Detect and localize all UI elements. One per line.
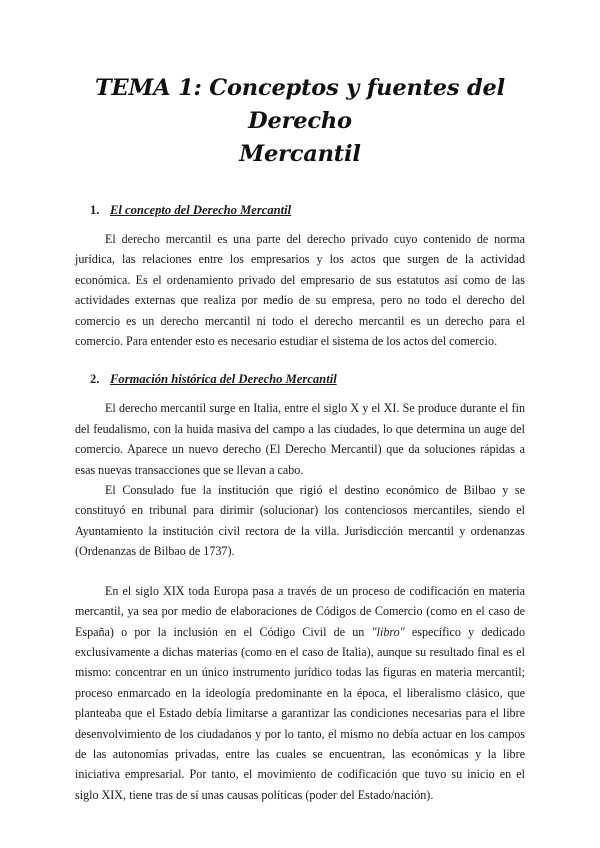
- section-formacion: [75, 370, 525, 805]
- section-number: 1.: [90, 203, 100, 217]
- paragraph-text: En el siglo XIX toda Europa pasa a través de un proceso de codificación en materia mercantil, ya sea por medio de elaboraciones de Códigos de Comercio (como en el caso de España) o por la inclusión en el Código Civil de un: [75, 583, 525, 639]
- section-heading-text: El concepto del Derecho Mercantil: [110, 203, 292, 217]
- section-heading: [90, 370, 525, 388]
- title-line-2: Mercantil: [239, 141, 361, 167]
- section-heading-text: Formación histórica del Derecho Mercantil: [110, 372, 337, 387]
- title-line-1: TEMA 1: Conceptos y fuentes del Derecho: [94, 75, 506, 134]
- paragraph: El derecho mercantil es una parte del derecho privado cuyo contenido de norma jurídica, las relaciones entre los empresarios y los actos que surgen de la actividad económica. Es el ordenamiento privado del empresario de sus estatutos así como de las actividades externas que realiza por medio de su empresa, pero no todo el derecho del comercio es un derecho mercantil ni todo el derecho mercantil es un derecho para el comercio. Para entender esto es necesario estudiar el sistema de los actos del comercio.: [75, 232, 525, 349]
- paragraph-text: específico y dedicado exclusivamente a dichas materias (como en el caso de Italia), aunque su resultado final es el mismo: concentrar en un único instrumento jurídico todas las figuras en materia mercantil; proceso enmarcado en la ideología predominante en la época, el liberalismo clásico, que planteaba que el Estado debía limitarse a garantizar las condiciones necesarias para el libre desenvolvimiento de los ciudadanos y por lo tanto, el mismo no debía actuar en los campos de las autonomías privadas, entre las cuales se encuentran, las económicas y la libre iniciativa empresarial. Por tanto, el movimiento de codificación que tuvo su inicio en el siglo XIX, tiene tras de sí unas causas políticas (poder del Estado/nación).: [75, 624, 525, 802]
- section-concepto: [75, 201, 525, 351]
- section-heading: [90, 201, 525, 219]
- page-title: [75, 72, 525, 171]
- section-number: 2.: [90, 372, 100, 387]
- quoted-libro: "libro": [371, 624, 405, 639]
- paragraph: El Consulado fue la institución que rigió el destino económico de Bilbao y se constituyó en tribunal para dirimir (solucionar) los contenciosos mercantiles, siendo el Ayuntamiento la institución civil rectora de la villa. Jurisdicción mercantil y ordenanzas (Ordenanzas de Bilbao de 1737).: [75, 483, 525, 559]
- paragraph: El derecho mercantil surge en Italia, entre el siglo X y el XI. Se produce durante el fin del feudalismo, con la huida masiva del campo a las ciudades, lo que determina un auge del comercio. Aparece un nuevo derecho (El Derecho Mercantil) que da soluciones rápidas a esas nuevas transacciones que se llevan a cabo.: [75, 401, 525, 477]
- paragraph: [75, 581, 525, 805]
